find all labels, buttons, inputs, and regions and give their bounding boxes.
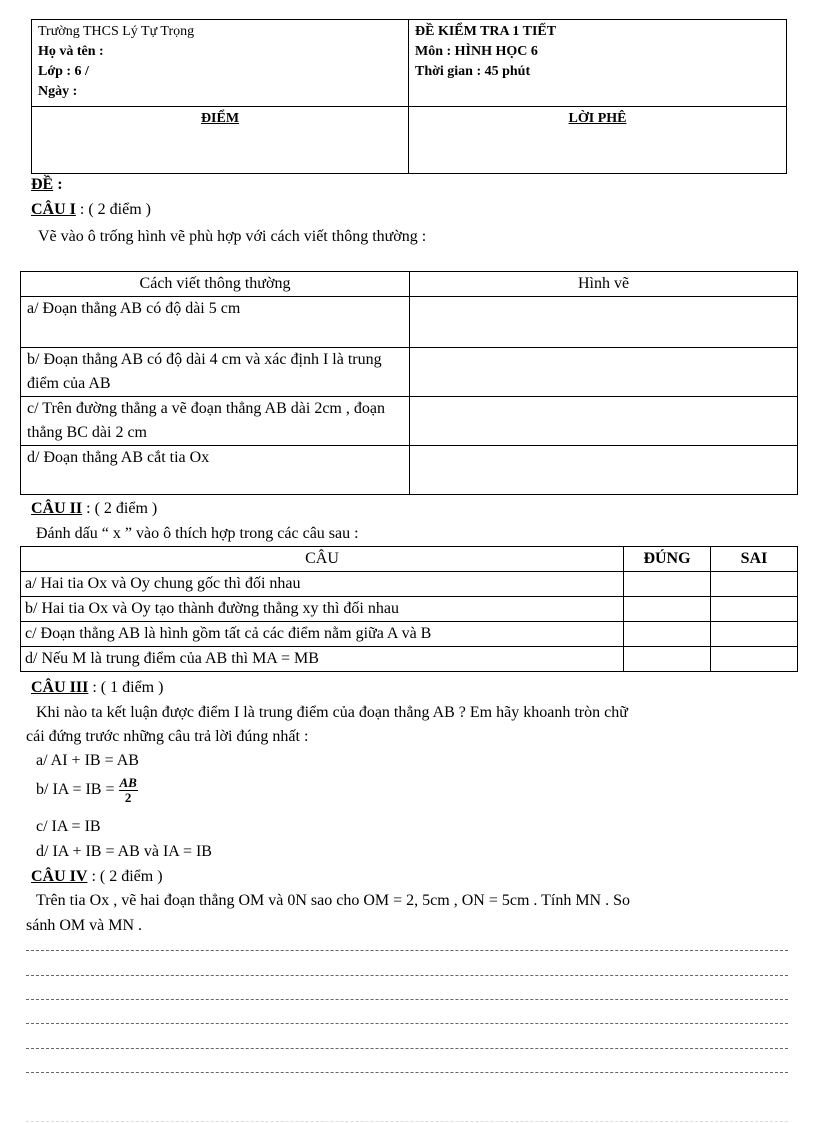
date-label: Ngày : (38, 84, 78, 99)
answer-line[interactable] (26, 1023, 788, 1024)
q1-row-a: a/ Đoạn thẳng AB có độ dài 5 cm (21, 297, 410, 348)
q4-text-line1: Trên tia Ox , vẽ hai đoạn thẳng OM và 0N sao cho OM = 2, 5cm , ON = 5cm . Tính MN . So (36, 892, 630, 909)
q3-text-line2: cái đứng trước những câu trả lời đúng nhất : (26, 728, 309, 745)
q2-false-box-c[interactable] (711, 622, 798, 647)
q1-drawing-cell-b[interactable] (410, 348, 798, 397)
score-label: ĐIỂM (200, 111, 240, 126)
fraction-denominator: 2 (124, 790, 132, 805)
comment-cell (409, 107, 787, 174)
answer-line[interactable] (26, 1072, 788, 1073)
fraction-numerator: AB (119, 775, 137, 790)
answer-line[interactable] (26, 999, 788, 1000)
q2-false-box-d[interactable] (711, 647, 798, 672)
q1-drawing-cell-d[interactable] (410, 446, 798, 495)
de-label: ĐỀ (31, 176, 54, 193)
q2-row-d: d/ Nếu M là trung điểm của AB thì MA = MB (21, 647, 624, 672)
name-label: Họ và tên : (38, 44, 104, 59)
q1-drawing-cell-c[interactable] (410, 397, 798, 446)
de-heading (31, 176, 63, 194)
q1-heading (31, 201, 151, 219)
q4-points: : ( 2 điểm ) (87, 868, 163, 885)
q1-table (20, 271, 798, 495)
q2-false-box-b[interactable] (711, 597, 798, 622)
q1-col-right: Hình vẽ (410, 272, 798, 297)
q2-col-true: ĐÚNG (624, 547, 711, 572)
q2-true-box-b[interactable] (624, 597, 711, 622)
q1-label: CÂU I (31, 201, 76, 218)
q3-label: CÂU III (31, 679, 89, 696)
comment-label: LỜI PHÊ (568, 111, 627, 126)
de-colon: : (53, 176, 63, 193)
q4-text-line2: sánh OM và MN . (26, 917, 142, 934)
q2-row-c: c/ Đoạn thẳng AB là hình gồm tất cả các điểm nằm giữa A và B (21, 622, 624, 647)
exam-title: ĐỀ KIỂM TRA 1 TIẾT (415, 24, 557, 39)
answer-line[interactable] (26, 950, 788, 951)
q1-points: : ( 2 điểm ) (75, 201, 151, 218)
q2-heading (31, 500, 157, 518)
q3-option-b[interactable] (36, 776, 138, 805)
q2-true-box-a[interactable] (624, 572, 711, 597)
q1-row-c: c/ Trên đường thẳng a vẽ đoạn thẳng AB dài 2cm , đoạn thẳng BC dài 2 cm (21, 397, 410, 446)
q2-instruction: Đánh dấu “ x ” vào ô thích hợp trong các câu sau : (36, 525, 359, 542)
q2-row-a: a/ Hai tia Ox và Oy chung gốc thì đối nhau (21, 572, 624, 597)
q3-option-b-text: b/ IA = IB = (36, 781, 115, 799)
q2-col-false: SAI (711, 547, 798, 572)
q1-row-b: b/ Đoạn thẳng AB có độ dài 4 cm và xác định I là trung điểm của AB (21, 348, 410, 397)
answer-line[interactable] (26, 1048, 788, 1049)
time-label: Thời gian : 45 phút (415, 64, 531, 79)
q2-label: CÂU II (31, 500, 83, 517)
q3-points: : ( 1 điểm ) (88, 679, 164, 696)
page-bottom-line (26, 1121, 788, 1122)
q4-heading (31, 868, 163, 886)
q3-text-line1: Khi nào ta kết luận được điểm I là trung điểm của đoạn thẳng AB ? Em hãy khoanh tròn chữ (36, 704, 628, 721)
q3-option-c[interactable]: c/ IA = IB (36, 818, 101, 835)
q2-table (20, 546, 798, 672)
q1-col-left: Cách viết thông thường (21, 272, 410, 297)
answer-line[interactable] (26, 975, 788, 976)
q4-label: CÂU IV (31, 868, 88, 885)
q2-true-box-c[interactable] (624, 622, 711, 647)
exam-info-cell (409, 20, 787, 107)
exam-header-box (31, 19, 787, 174)
ab-over-2-fraction (119, 776, 138, 805)
student-info-cell (32, 20, 409, 107)
q2-row-b: b/ Hai tia Ox và Oy tạo thành đường thẳng xy thì đối nhau (21, 597, 624, 622)
q1-row-d: d/ Đoạn thẳng AB cắt tia Ox (21, 446, 410, 495)
class-label: Lớp : 6 / (38, 64, 89, 79)
school-name: Trường THCS Lý Tự Trọng (38, 24, 195, 39)
q2-points: : ( 2 điểm ) (82, 500, 158, 517)
q2-true-box-d[interactable] (624, 647, 711, 672)
score-cell (32, 107, 409, 174)
q1-instruction: Vẽ vào ô trống hình vẽ phù hợp với cách viết thông thường : (38, 228, 427, 245)
q1-drawing-cell-a[interactable] (410, 297, 798, 348)
q3-heading (31, 679, 163, 697)
q3-option-d[interactable]: d/ IA + IB = AB và IA = IB (36, 843, 212, 860)
q3-option-a[interactable]: a/ AI + IB = AB (36, 752, 139, 769)
q2-col-question: CÂU (21, 547, 624, 572)
subject-label: Môn : HÌNH HỌC 6 (415, 44, 538, 59)
q2-false-box-a[interactable] (711, 572, 798, 597)
